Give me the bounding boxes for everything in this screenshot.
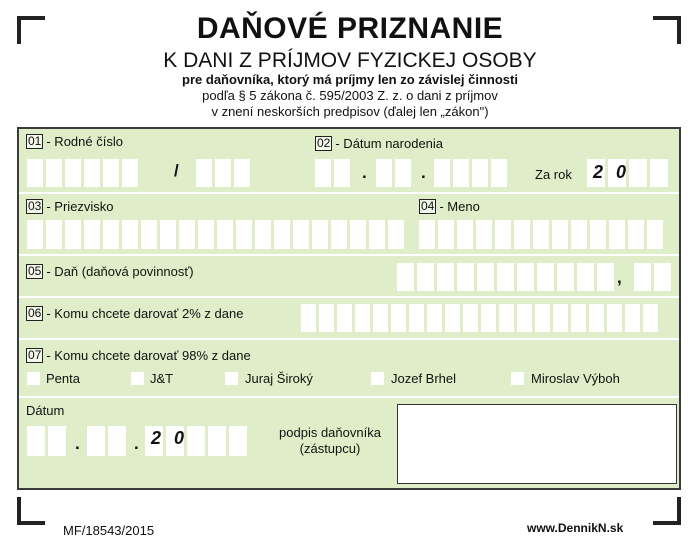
year-digit: 0 [615,162,626,182]
date-year-digit: 2 [150,428,161,448]
field-number: 04 [421,199,435,213]
checkbox-jt[interactable] [131,372,144,385]
year-digit: 2 [592,162,603,182]
char-cell[interactable] [409,304,424,332]
char-cell[interactable] [552,220,568,249]
char-cell[interactable] [535,304,550,332]
option-jozef-brhel: Jozef Brhel [391,371,457,386]
char-cell[interactable] [650,159,668,187]
corner-mark-bottom-right [653,497,681,525]
field-01-label: 01 - Rodné číslo [28,134,123,149]
char-cell[interactable] [643,304,658,332]
char-cell[interactable] [590,220,606,249]
char-cell[interactable] [609,220,625,249]
char-cell[interactable] [397,263,414,291]
field-04-label: 04 - Meno [421,199,480,214]
char-cell[interactable] [437,263,454,291]
char-cell[interactable] [376,159,392,187]
section-98-percent [19,340,679,396]
char-cell[interactable] [629,159,647,187]
char-cell[interactable] [427,304,442,332]
char-cell[interactable] [419,220,435,249]
option-penta: Penta [46,371,80,386]
section-2-percent [19,298,679,338]
birth-number-separator: / [174,161,179,180]
char-cell[interactable] [597,263,614,291]
option-miroslav-vyboh: Miroslav Výboh [531,371,620,386]
char-cell[interactable] [514,220,530,249]
char-cell[interactable] [533,220,549,249]
birth-date-dot: . [421,163,426,182]
char-cell[interactable] [141,220,157,249]
char-cell[interactable] [438,220,454,249]
char-cell[interactable] [229,426,247,456]
char-cell[interactable] [312,220,328,249]
checkbox-miroslav-vyboh[interactable] [511,372,524,385]
char-cell[interactable] [27,159,43,187]
char-cell[interactable] [481,304,496,332]
field-02-label: 02 - Dátum narodenia [317,136,444,151]
char-cell[interactable] [477,263,494,291]
char-cell[interactable] [445,304,460,332]
char-cell[interactable] [495,220,511,249]
signature-label: podpis daňovníka (zástupcu) [279,425,381,456]
checkbox-penta[interactable] [27,372,40,385]
field-number: 03 [28,199,42,213]
checkbox-juraj-siroky[interactable] [225,372,238,385]
char-cell[interactable] [607,304,622,332]
form-code: MF/18543/2015 [63,523,155,538]
char-cell[interactable] [217,220,233,249]
form-law-reference: podľa § 5 zákona č. 595/2003 Z. z. o dani z príjmov [202,88,498,103]
field-03-label: 03 - Priezvisko [28,199,114,214]
char-cell[interactable] [491,159,507,187]
corner-mark-bottom-left [17,497,45,525]
char-cell[interactable] [319,304,334,332]
char-cell[interactable] [634,263,651,291]
char-cell[interactable] [571,304,586,332]
field-number: 06 [28,306,42,320]
char-cell[interactable] [589,304,604,332]
signature-field[interactable] [397,404,677,484]
char-cell[interactable] [215,159,231,187]
char-cell[interactable] [577,263,594,291]
char-cell[interactable] [234,159,250,187]
char-cell[interactable] [571,220,587,249]
char-cell[interactable] [122,159,138,187]
char-cell[interactable] [46,159,62,187]
char-cell[interactable] [103,159,119,187]
char-cell[interactable] [160,220,176,249]
option-juraj-siroky: Juraj Široký [245,371,313,386]
char-cell[interactable] [434,159,450,187]
char-cell[interactable] [84,159,100,187]
char-cell[interactable] [463,304,478,332]
char-cell[interactable] [187,426,205,456]
char-cell[interactable] [196,159,212,187]
field-number: 05 [28,264,42,278]
field-number: 01 [28,134,42,148]
char-cell[interactable] [103,220,119,249]
char-cell[interactable] [46,220,62,249]
char-cell[interactable] [453,159,469,187]
char-cell[interactable] [274,220,290,249]
char-cell[interactable] [27,426,45,456]
char-cell[interactable] [373,304,388,332]
form-scope: pre daňovníka, ktorý má príjmy len zo závislej činnosti [182,72,518,87]
char-cell[interactable] [179,220,195,249]
char-cell[interactable] [553,304,568,332]
char-cell[interactable] [122,220,138,249]
char-cell[interactable] [87,426,105,456]
char-cell[interactable] [537,263,554,291]
char-cell[interactable] [388,220,404,249]
char-cell[interactable] [654,263,671,291]
char-cell[interactable] [198,220,214,249]
field-07-label: 07 - Komu chcete darovať 98% z dane [28,348,251,363]
char-cell[interactable] [315,159,331,187]
date-year-digit: 0 [173,428,184,448]
date-dot: . [75,434,80,453]
char-cell[interactable] [236,220,252,249]
char-cell[interactable] [293,220,309,249]
char-cell[interactable] [65,220,81,249]
field-06-label: 06 - Komu chcete darovať 2% z dane [28,306,244,321]
char-cell[interactable] [395,159,411,187]
char-cell[interactable] [391,304,406,332]
birth-date-dot: . [362,163,367,182]
field-number: 07 [28,348,42,362]
char-cell[interactable] [457,263,474,291]
form-subtitle: K DANI Z PRÍJMOV FYZICKEJ OSOBY [163,49,537,72]
char-cell[interactable] [472,159,488,187]
date-label: Dátum [26,403,65,418]
char-cell[interactable] [48,426,66,456]
char-cell[interactable] [517,304,532,332]
tax-form [17,127,681,490]
char-cell[interactable] [255,220,271,249]
date-dot: . [134,434,139,453]
char-cell[interactable] [108,426,126,456]
source-watermark: www.DennikN.sk [527,521,624,535]
char-cell[interactable] [417,263,434,291]
char-cell[interactable] [355,304,370,332]
char-cell[interactable] [301,304,316,332]
year-label: Za rok [535,167,572,182]
char-cell[interactable] [499,304,514,332]
option-jt: J&T [150,371,174,386]
form-title: DAŇOVÉ PRIZNANIE [196,12,504,45]
char-cell[interactable] [628,220,644,249]
section-identity [19,129,679,192]
char-cell[interactable] [331,220,347,249]
char-cell[interactable] [334,159,350,187]
char-cell[interactable] [647,220,663,249]
tax-decimal-comma: , [617,268,622,287]
field-number: 02 [317,136,331,150]
char-cell[interactable] [84,220,100,249]
section-tax [19,256,679,296]
char-cell[interactable] [476,220,492,249]
checkbox-jozef-brhel[interactable] [371,372,384,385]
char-cell[interactable] [625,304,640,332]
char-cell[interactable] [337,304,352,332]
char-cell[interactable] [369,220,385,249]
section-date-signature [19,398,679,488]
section-name [19,194,679,254]
char-cell[interactable] [517,263,534,291]
char-cell[interactable] [557,263,574,291]
char-cell[interactable] [350,220,366,249]
char-cell[interactable] [208,426,226,456]
form-law-note: v znení neskorších predpisov (ďalej len „zákon") [211,104,489,119]
char-cell[interactable] [497,263,514,291]
char-cell[interactable] [65,159,81,187]
char-cell[interactable] [27,220,43,249]
field-05-label: 05 - Daň (daňová povinnosť) [28,264,194,279]
char-cell[interactable] [457,220,473,249]
